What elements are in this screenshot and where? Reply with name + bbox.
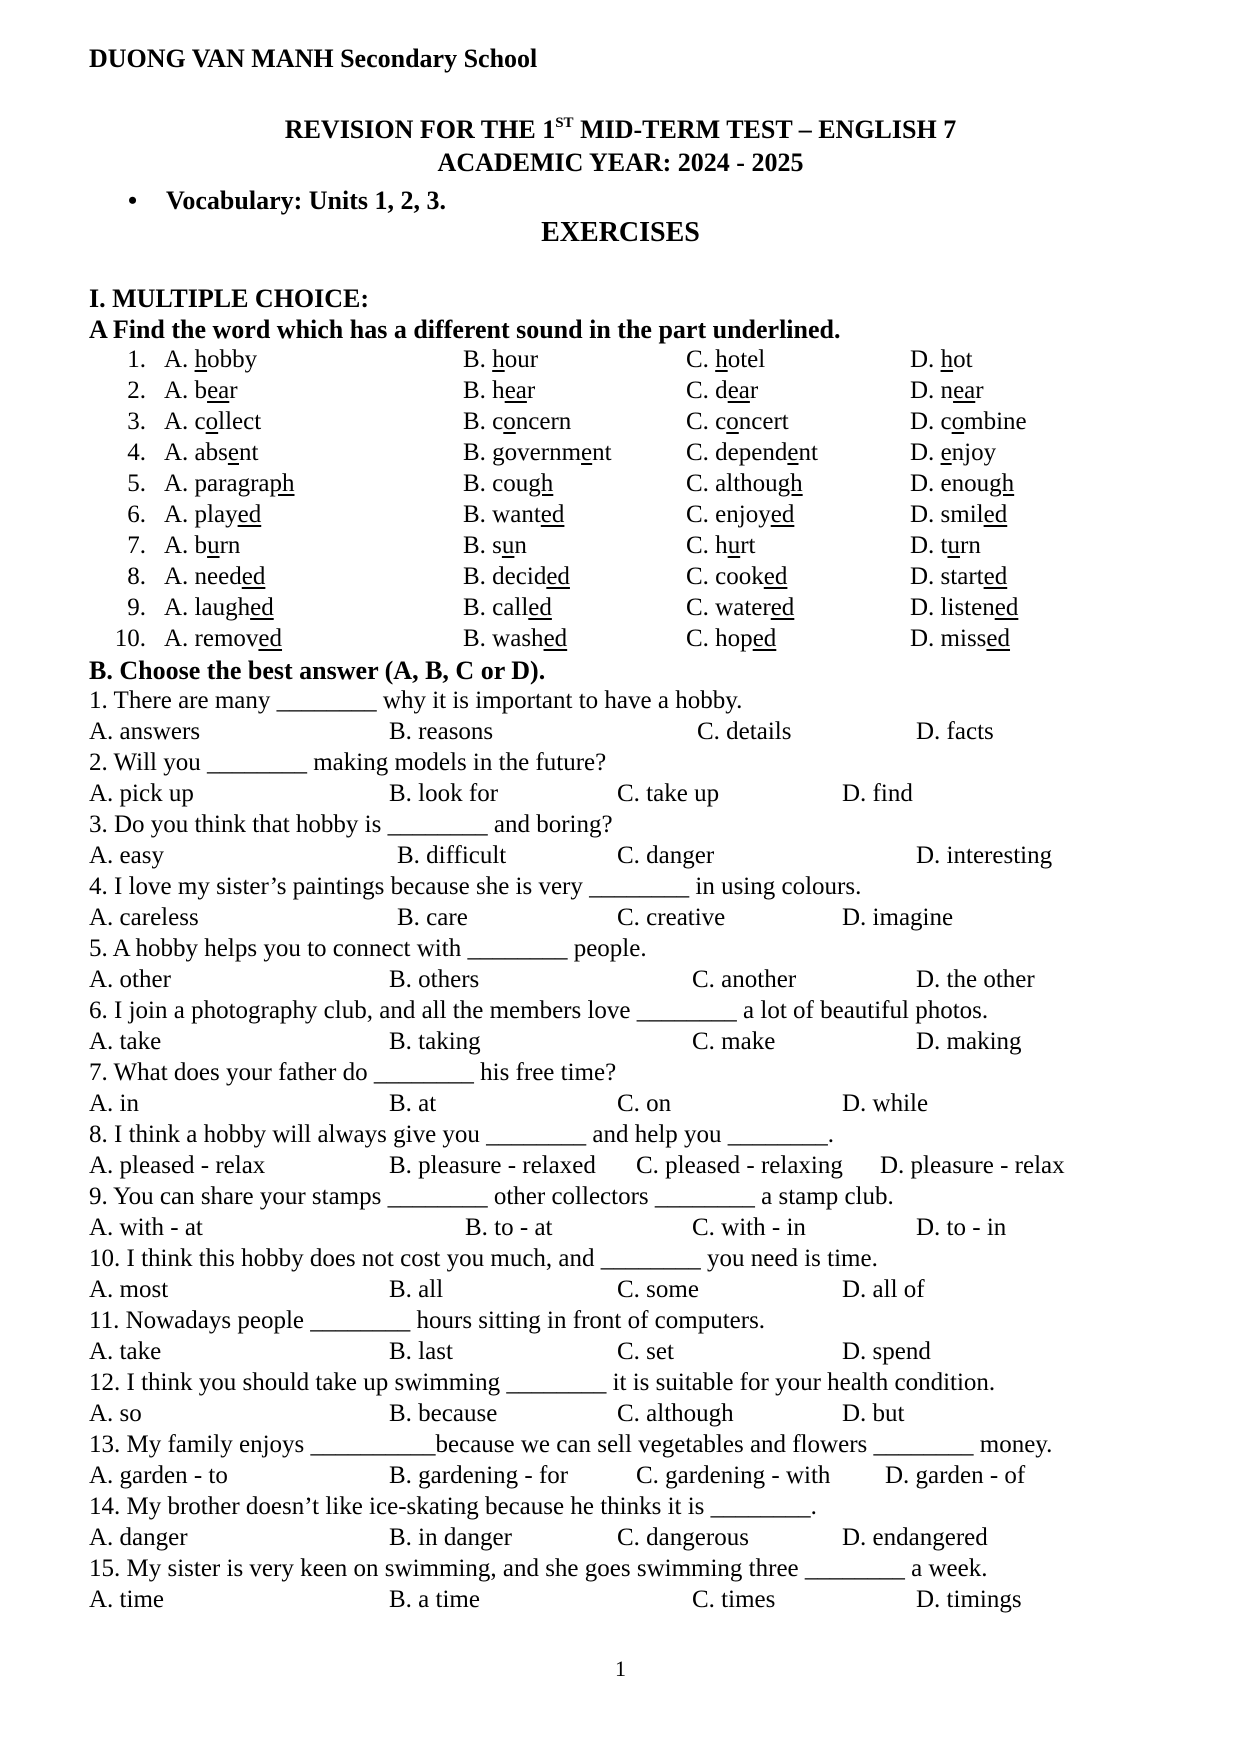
option-c: C. times (692, 1586, 776, 1613)
option-d: D. hot (910, 346, 973, 373)
item-number: 5. (127, 470, 146, 497)
option-a: A. take (89, 1028, 162, 1055)
answer-options (0, 1276, 1241, 1307)
option-d: D. started (910, 563, 1008, 590)
underlined-part: e (581, 439, 593, 466)
option-b: B. look for (389, 780, 499, 807)
option-b: B. all (389, 1276, 444, 1303)
underlined-part: ed (770, 501, 795, 528)
option-c: C. dear (686, 377, 759, 404)
option-c: C. danger (617, 842, 715, 869)
underlined-part: o (726, 408, 739, 435)
option-c: C. cooked (686, 563, 788, 590)
option-b: B. sun (463, 532, 527, 559)
option-b: B. decided (463, 563, 570, 590)
option-c: C. enjoyed (686, 501, 795, 528)
option-d: D. all of (842, 1276, 925, 1303)
question-text: 5. A hobby helps you to connect with ________ people. (89, 935, 647, 962)
option-a: A. other (89, 966, 171, 993)
option-c: C. gardening - with (636, 1462, 831, 1489)
question-text: 2. Will you ________ making models in the future? (89, 749, 607, 776)
option-a: A. time (89, 1586, 164, 1613)
question-text: 11. Nowadays people ________ hours sitting in front of computers. (89, 1307, 766, 1334)
bullet-icon: • (128, 186, 138, 215)
underlined-part: gh (528, 470, 554, 497)
option-d: D. turn (910, 532, 981, 559)
option-c: C. make (692, 1028, 776, 1055)
option-c: C. pleased - relaxing (636, 1152, 843, 1179)
answer-options (0, 1400, 1241, 1431)
vocabulary-bullet (128, 186, 446, 216)
underlined-part: ed (763, 563, 788, 590)
underlined-part: e (787, 439, 799, 466)
underlined-part: h (194, 346, 208, 373)
question-text: 7. What does your father do ________ his free time? (89, 1059, 617, 1086)
underlined-part: ed (237, 501, 262, 528)
option-d: D. enjoy (910, 439, 997, 466)
underlined-part: ed (994, 594, 1019, 621)
underlined-part: h (940, 346, 954, 373)
underlined-part: ed (770, 594, 795, 621)
option-a: A. pick up (89, 780, 194, 807)
underlined-part: ea (953, 377, 976, 404)
option-b: B. reasons (389, 718, 494, 745)
option-a: A. danger (89, 1524, 188, 1551)
option-b: B. government (463, 439, 612, 466)
option-d: D. but (842, 1400, 905, 1427)
underlined-part: u (207, 532, 220, 559)
underlined-part: ed (986, 625, 1011, 652)
option-c: C. hotel (686, 346, 766, 373)
option-b: B. others (389, 966, 480, 993)
option-b: B. taking (389, 1028, 481, 1055)
option-b: B. in danger (389, 1524, 512, 1551)
underlined-part: ed (546, 563, 570, 590)
option-b: B. last (389, 1338, 453, 1365)
underlined-part: gh (989, 470, 1015, 497)
option-d: D. imagine (842, 904, 954, 931)
option-c: C. hurt (686, 532, 756, 559)
option-a: A. removed (164, 625, 283, 652)
item-number: 6. (127, 501, 146, 528)
part-a-item (0, 439, 1241, 470)
underlined-part: gh (777, 470, 803, 497)
option-a: A. collect (164, 408, 262, 435)
item-number: 7. (127, 532, 146, 559)
underlined-part: ph (269, 470, 295, 497)
part-a-item (0, 532, 1241, 563)
option-c: C. dangerous (617, 1524, 749, 1551)
option-c: C. details (697, 718, 792, 745)
item-number: 4. (127, 439, 146, 466)
title-pre: REVISION FOR THE 1 (284, 115, 556, 144)
item-number: 9. (127, 594, 146, 621)
option-c: C. set (617, 1338, 674, 1365)
school-name: DUONG VAN MANH Secondary School (89, 44, 538, 73)
option-c: C. on (617, 1090, 672, 1117)
option-b: B. cough (463, 470, 554, 497)
option-a: A. bear (164, 377, 238, 404)
underlined-part: ed (250, 594, 274, 621)
option-a: A. played (164, 501, 262, 528)
underlined-part: o (503, 408, 516, 435)
title-superscript: ST (555, 115, 574, 131)
answer-options (0, 718, 1241, 749)
question-text: 4. I love my sister’s paintings because she is very ________ in using colours. (89, 873, 862, 900)
option-b: B. because (389, 1400, 498, 1427)
underlined-part: u (501, 532, 515, 559)
exercises-heading: EXERCISES (541, 217, 700, 248)
underlined-part: ed (241, 563, 266, 590)
question-text: 15. My sister is very keen on swimming, and she goes swimming three ________ a week. (89, 1555, 988, 1582)
option-b: B. difficult (397, 842, 507, 869)
part-a-instruction: A Find the word which has a different sound in the part underlined. (89, 315, 841, 344)
underlined-part: e (227, 439, 239, 466)
option-a: A. easy (89, 842, 164, 869)
option-a: A. take (89, 1338, 162, 1365)
underlined-part: ed (540, 501, 565, 528)
part-a-item (0, 470, 1241, 501)
underlined-part: ed (543, 625, 568, 652)
answer-options (0, 1524, 1241, 1555)
answer-options (0, 1214, 1241, 1245)
underlined-part: ed (983, 501, 1008, 528)
item-number: 3. (127, 408, 146, 435)
option-a: A. needed (164, 563, 266, 590)
question-text: 3. Do you think that hobby is ________ and boring? (89, 811, 613, 838)
option-d: D. find (842, 780, 913, 807)
option-b: B. gardening - for (389, 1462, 569, 1489)
option-b: B. called (463, 594, 552, 621)
question-text: 9. You can share your stamps ________ other collectors ________ a stamp club. (89, 1183, 894, 1210)
option-d: D. facts (916, 718, 994, 745)
option-a: A. hobby (164, 346, 258, 373)
option-c: C. another (692, 966, 797, 993)
option-a: A. pleased - relax (89, 1152, 266, 1179)
option-c: C. although (617, 1400, 734, 1427)
option-d: D. near (910, 377, 984, 404)
option-d: D. enough (910, 470, 1015, 497)
option-a: A. burn (164, 532, 241, 559)
option-d: D. missed (910, 625, 1011, 652)
underlined-part: ed (258, 625, 283, 652)
option-a: A. with - at (89, 1214, 203, 1241)
part-a-item (0, 625, 1241, 656)
option-b: B. care (397, 904, 468, 931)
option-d: D. endangered (842, 1524, 988, 1551)
part-a-item (0, 346, 1241, 377)
option-d: D. spend (842, 1338, 931, 1365)
answer-options (0, 842, 1241, 873)
option-d: D. garden - of (885, 1462, 1026, 1489)
answer-options (0, 1028, 1241, 1059)
answer-options (0, 966, 1241, 997)
question-text: 12. I think you should take up swimming ________ it is suitable for your health condition. (89, 1369, 996, 1396)
option-c: C. concert (686, 408, 789, 435)
option-a: A. absent (164, 439, 259, 466)
option-d: D. to - in (916, 1214, 1007, 1241)
option-c: C. take up (617, 780, 720, 807)
option-d: D. pleasure - relax (880, 1152, 1065, 1179)
option-c: C. dependent (686, 439, 818, 466)
question-text: 6. I join a photography club, and all the members love ________ a lot of beautiful photos. (89, 997, 989, 1024)
option-c: C. with - in (692, 1214, 806, 1241)
answer-options (0, 1338, 1241, 1369)
option-c: C. although (686, 470, 803, 497)
underlined-part: ed (983, 563, 1008, 590)
option-b: B. a time (389, 1586, 480, 1613)
underlined-part: h (492, 346, 505, 373)
underlined-part: u (727, 532, 741, 559)
underlined-part: o (205, 408, 219, 435)
part-a-item (0, 563, 1241, 594)
question-text: 13. My family enjoys __________because we can sell vegetables and flowers ________ money. (89, 1431, 1053, 1458)
option-b: B. wanted (463, 501, 565, 528)
section-heading-multiple-choice: I. MULTIPLE CHOICE: (89, 284, 370, 313)
option-d: D. timings (916, 1586, 1022, 1613)
option-b: B. concern (463, 408, 572, 435)
option-b: B. hear (463, 377, 536, 404)
option-b: B. pleasure - relaxed (389, 1152, 596, 1179)
option-a: A. garden - to (89, 1462, 228, 1489)
question-text: 10. I think this hobby does not cost you much, and ________ you need is time. (89, 1245, 878, 1272)
underlined-part: ea (504, 377, 527, 404)
question-text: 14. My brother doesn’t like ice-skating because he thinks it is ________. (89, 1493, 817, 1520)
option-a: A. answers (89, 718, 201, 745)
option-c: C. watered (686, 594, 795, 621)
option-b: B. at (389, 1090, 437, 1117)
part-a-item (0, 501, 1241, 532)
vocabulary-text: Vocabulary: Units 1, 2, 3. (166, 186, 447, 215)
part-b-instruction: B. Choose the best answer (A, B, C or D). (89, 656, 546, 685)
underlined-part: ed (752, 625, 777, 652)
option-a: A. laughed (164, 594, 274, 621)
option-d: D. listened (910, 594, 1019, 621)
option-b: B. washed (463, 625, 568, 652)
answer-options (0, 1152, 1241, 1183)
option-d: D. the other (916, 966, 1035, 993)
question-text: 1. There are many ________ why it is important to have a hobby. (89, 687, 743, 714)
item-number: 1. (127, 346, 146, 373)
option-d: D. making (916, 1028, 1022, 1055)
part-a-item (0, 408, 1241, 439)
answer-options (0, 1090, 1241, 1121)
underlined-part: u (947, 532, 960, 559)
option-c: C. some (617, 1276, 699, 1303)
underlined-part: ed (528, 594, 552, 621)
option-c: C. creative (617, 904, 726, 931)
option-d: D. combine (910, 408, 1027, 435)
option-d: D. interesting (916, 842, 1053, 869)
option-d: D. smiled (910, 501, 1008, 528)
option-a: A. in (89, 1090, 139, 1117)
option-c: C. hoped (686, 625, 777, 652)
underlined-part: o (951, 408, 965, 435)
part-a-item (0, 377, 1241, 408)
option-d: D. while (842, 1090, 929, 1117)
option-b: B. hour (463, 346, 539, 373)
item-number: 2. (127, 377, 146, 404)
academic-year: ACADEMIC YEAR: 2024 - 2025 (437, 148, 804, 177)
option-a: A. so (89, 1400, 142, 1427)
option-a: A. paragraph (164, 470, 295, 497)
question-text: 8. I think a hobby will always give you ________ and help you ________. (89, 1121, 835, 1148)
item-number: 8. (127, 563, 146, 590)
item-number: 10. (114, 625, 146, 652)
answer-options (0, 780, 1241, 811)
option-b: B. to - at (465, 1214, 553, 1241)
answer-options (0, 904, 1241, 935)
part-a-item (0, 594, 1241, 625)
underlined-part: e (940, 439, 952, 466)
answer-options (0, 1586, 1241, 1617)
page-number: 1 (615, 1656, 626, 1681)
page-title (0, 115, 1241, 145)
option-a: A. most (89, 1276, 169, 1303)
underlined-part: ea (207, 377, 230, 404)
underlined-part: h (715, 346, 728, 373)
title-post: MID-TERM TEST – ENGLISH 7 (573, 115, 957, 144)
option-a: A. careless (89, 904, 199, 931)
underlined-part: ea (727, 377, 750, 404)
answer-options (0, 1462, 1241, 1493)
